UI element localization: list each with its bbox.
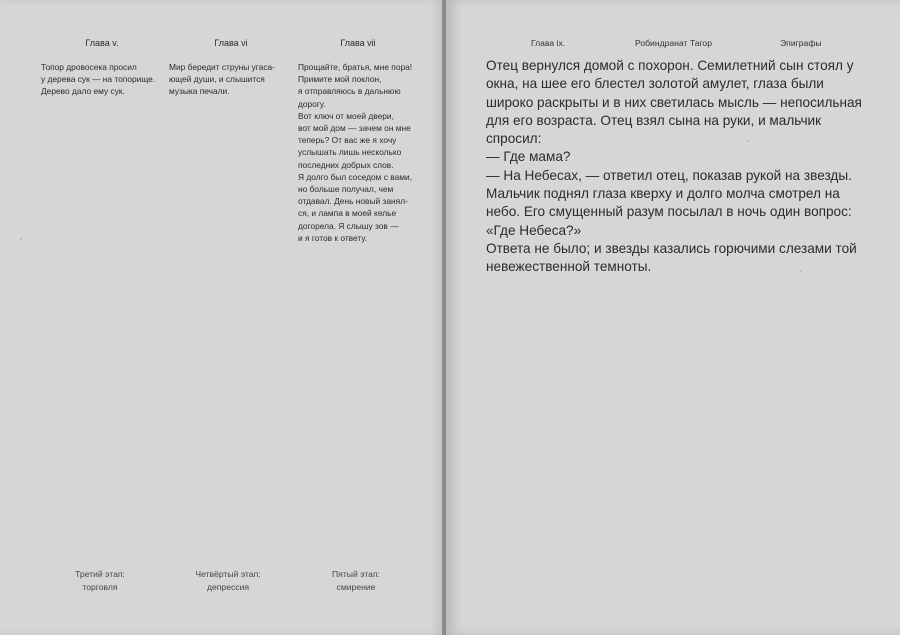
chapter-title-vii: Глава vii (340, 38, 376, 48)
footer-stage-5: Пятый этап: смирение (332, 569, 380, 592)
paragraph: — На Небесах, — ответил отец, показав рукой на звезды. (486, 167, 852, 183)
paragraph: Отец вернулся домой с похорон. Семилетний сын стоял у окна, на шее его блестел золотой амулет, глаза были широко раскрыты и в них светилась мысль — непосильная для его возраста. Отец взял сына на руки, и мальчик спросил: (486, 58, 862, 147)
chapter-text-vii: Прощайте, братья, мне пора! Примите мой поклон, я отправляюсь в дальнюю дорогу. Вот ключ от моей двери, вот мой дом — зачем он мне теперь? От вас же я хочу услышать лишь несколько последних добрых слов. Я долго был соседом с вами, но больше получал, чем отдавал. День новый занял- ся, и лампа в моей келье догорела. Я слышу зов — и я готов к ответу. (298, 62, 413, 243)
running-head-section: Эпиграфы (780, 38, 822, 48)
paragraph: Ответа не было; и звезды казались горючими слезами той невежественной темноты. (486, 240, 857, 275)
chapter-text-v: Топор дровосека просил у дерева сук — на топорище. Дерево дало ему сук. (41, 62, 156, 97)
main-text (486, 57, 866, 277)
running-head-author: Робиндранат Тагор (635, 38, 712, 48)
chapter-text-vi: Мир бередит струны угаса- ющей души, и слышится музыка печали. (169, 62, 275, 97)
chapter-title-vi: Глава vi (214, 38, 248, 48)
chapter-title-v: Глава v. (85, 38, 119, 48)
paper-speck (20, 238, 22, 240)
paragraph: — Где мама? (486, 149, 571, 165)
paper-speck (747, 140, 749, 142)
paper-speck (800, 270, 802, 272)
footer-stage-3: Третий этап: торговля (75, 569, 125, 592)
paragraph: Мальчик поднял глаза кверху и долго молча смотрел на небо. Его смущенный разум посылал в ночь один вопрос: «Где Небеса?» (486, 186, 852, 238)
running-head-chapter: Глава ix. (531, 38, 566, 48)
footer-stage-4: Четвёртый этап: депрессия (195, 569, 261, 592)
